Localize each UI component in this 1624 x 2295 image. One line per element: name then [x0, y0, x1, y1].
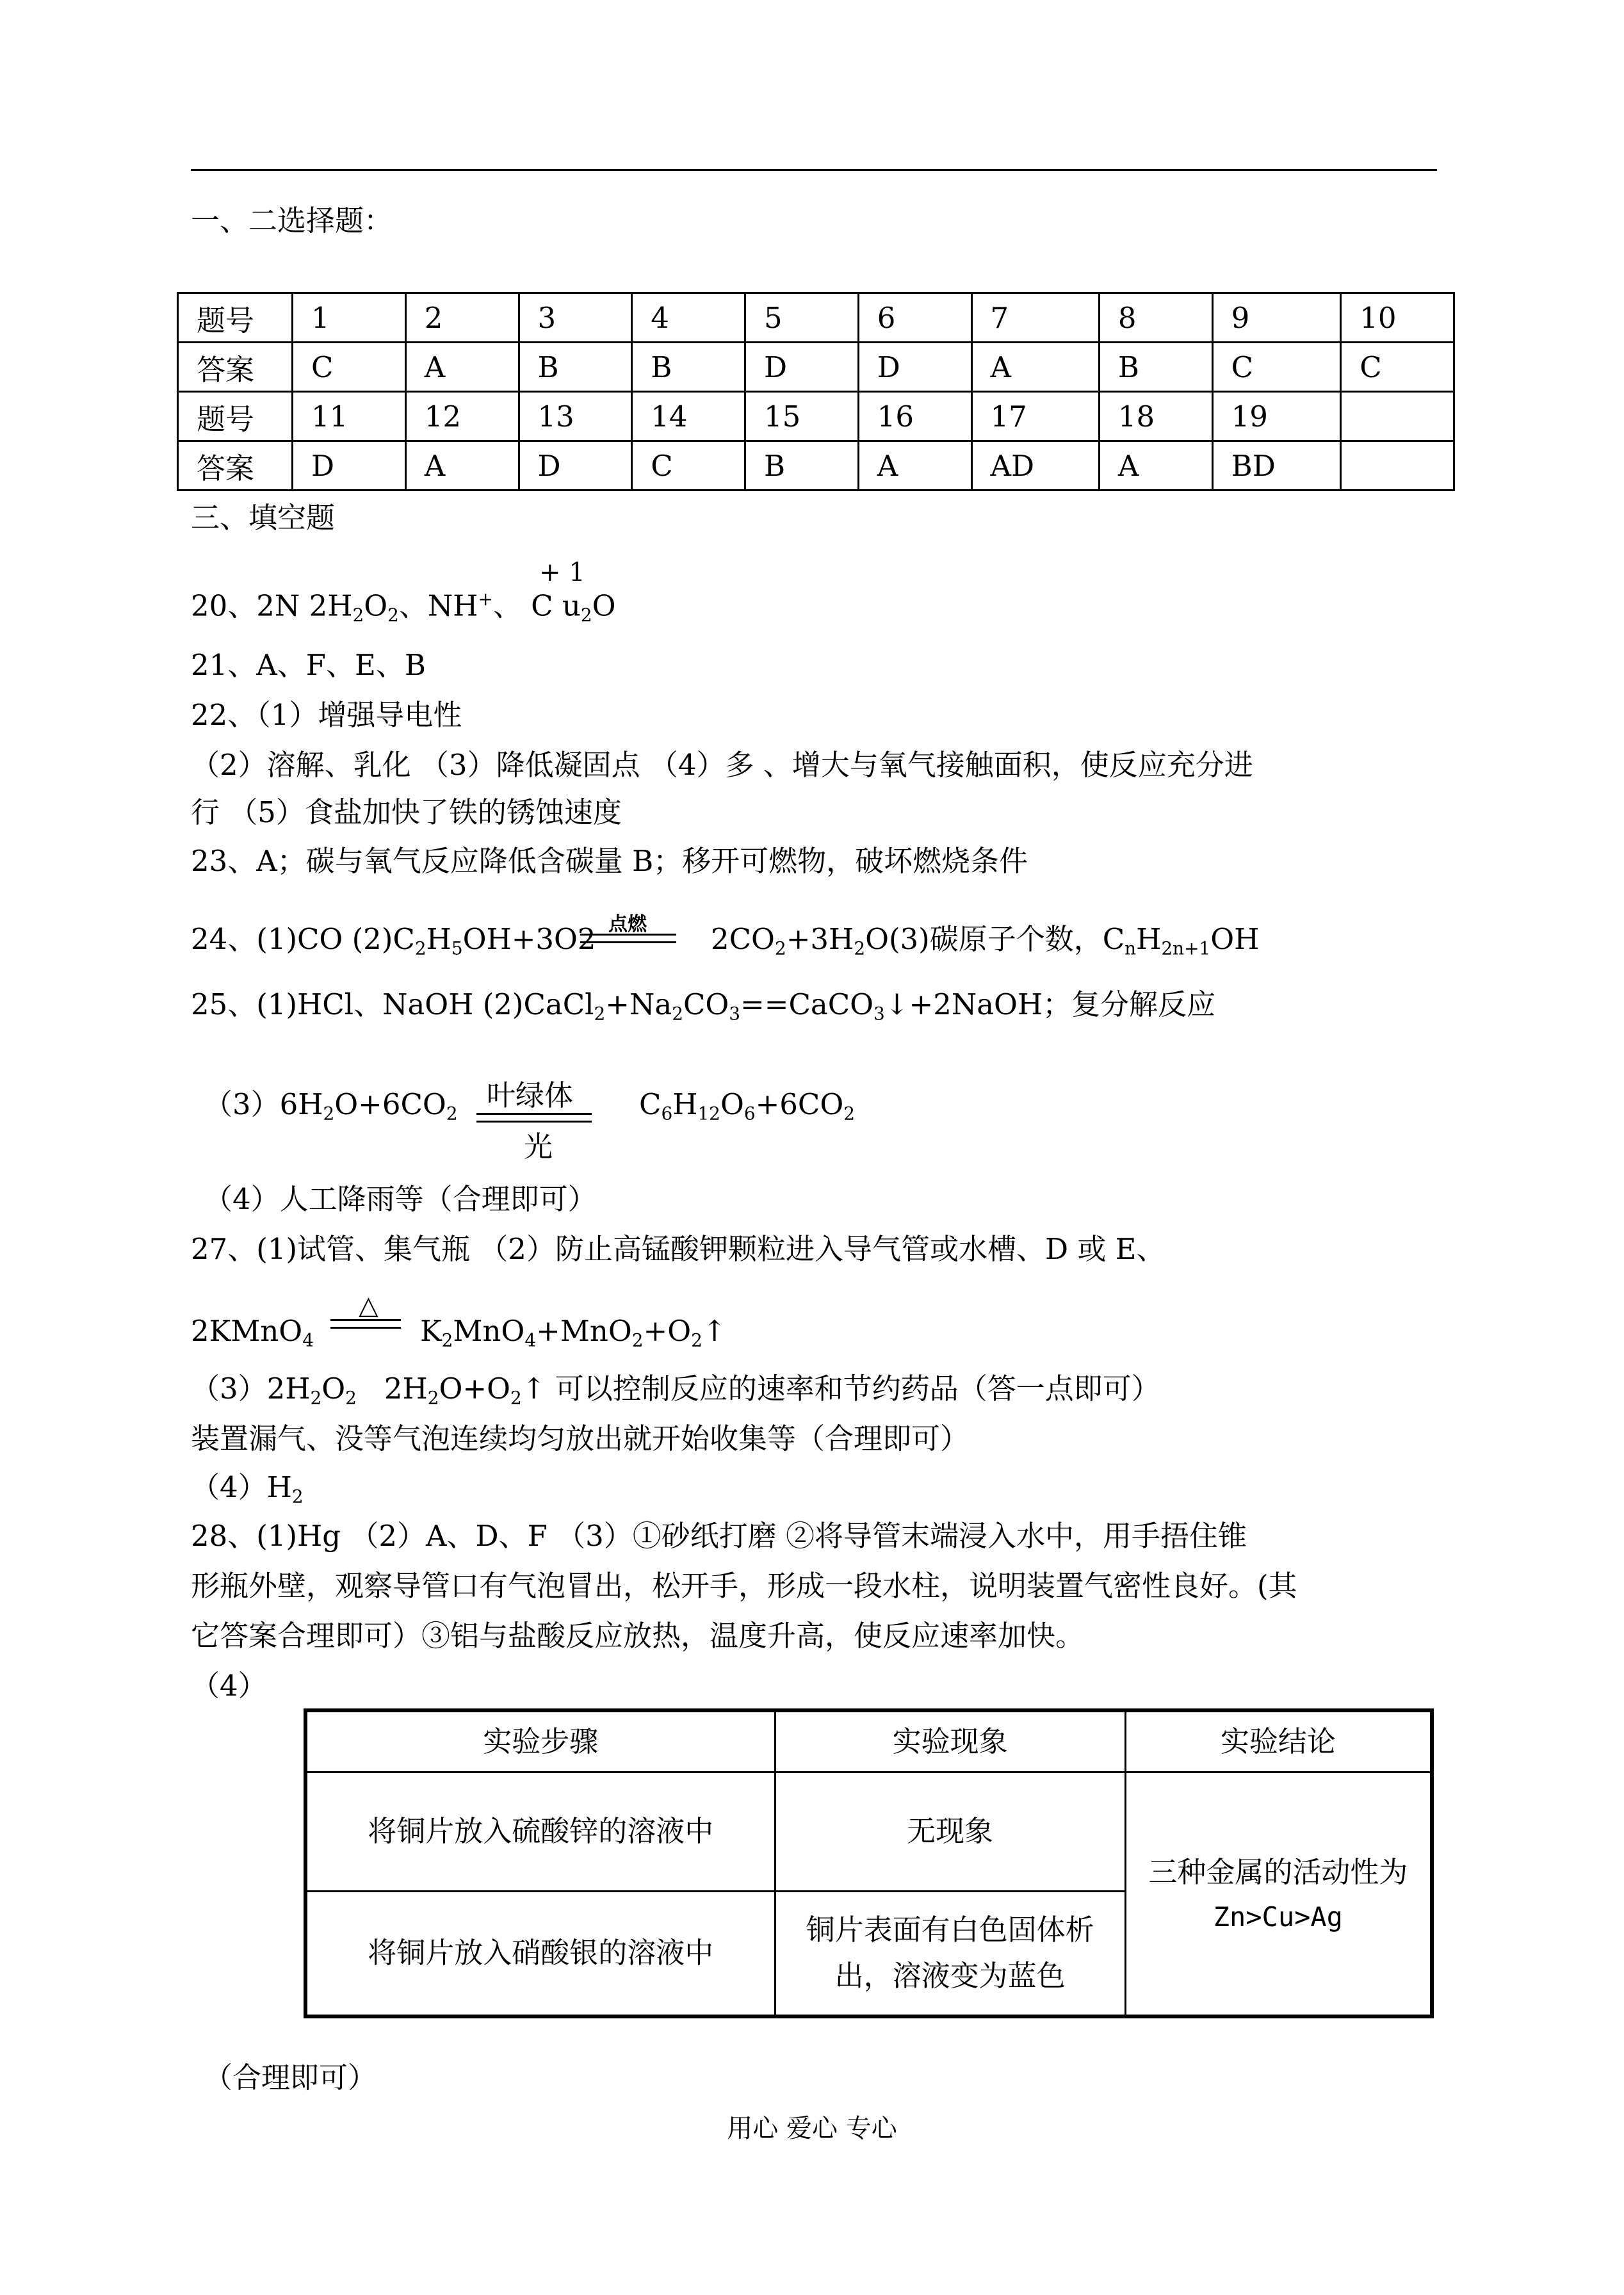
q27-equal-bottom	[330, 1327, 401, 1329]
q27-reactant: 2KMnO$_4$	[191, 1314, 314, 1351]
choice-heading: 一、二选择题：	[191, 204, 393, 238]
exp-row2-step: 将铜片放入硝酸银的溶液中	[305, 1891, 775, 2016]
choice-cell: 7	[971, 293, 1099, 343]
choice-cell: A	[405, 343, 519, 392]
choice-cell: 19	[1212, 392, 1341, 441]
q27-line-4: 装置漏气、没等气泡连续均匀放出就开始收集等（合理即可）	[191, 1422, 970, 1456]
q24-products: $2CO_2+3H_2O(3)$碳原子个数，$C_nH_{2n+1}OH$	[711, 922, 1260, 959]
choice-cell: D	[745, 343, 859, 392]
q27-condition: △	[359, 1291, 378, 1320]
choice-cell: 12	[405, 392, 519, 441]
choice-cell: 6	[858, 293, 971, 343]
choice-cell: A	[1099, 441, 1212, 491]
q27-line-3: $(3)2H_2O_2$ $2H_2O+O_2↑$ 可以控制反应的速率和节约药品（答一点即可）	[191, 1372, 1160, 1409]
q25-products: $C_6H_{12}O_6+6CO_2$	[639, 1087, 856, 1124]
fill-heading: 三、填空题	[191, 501, 336, 535]
choice-cell: 3	[519, 293, 632, 343]
q24-reactants: 24、(1)CO $(2)C_2H_5OH+3O2$	[191, 922, 596, 959]
q20-valence: + 1	[539, 558, 585, 587]
q28-line-3: 它答案合理即可）③铝与盐酸反应放热，温度升高，使反应速率加快。	[191, 1619, 1085, 1653]
choice-table-row	[178, 441, 1454, 491]
header-rule	[191, 169, 1437, 171]
choice-answer-table	[177, 292, 1455, 491]
exp-header-conclusion: 实验结论	[1125, 1710, 1432, 1772]
choice-cell: C	[293, 343, 406, 392]
choice-cell: D	[858, 343, 971, 392]
page-footer: 用心 爱心 专心	[727, 2114, 897, 2143]
q24-equal-bottom	[580, 941, 676, 943]
exp-header-step: 实验步骤	[305, 1710, 775, 1772]
choice-cell: B	[745, 441, 859, 491]
choice-cell	[1341, 392, 1454, 441]
choice-cell: 13	[519, 392, 632, 441]
q22-line-1: 22、（1）增强导电性	[191, 698, 462, 732]
choice-cell: A	[405, 441, 519, 491]
choice-cell: 10	[1341, 293, 1454, 343]
choice-cell: 1	[293, 293, 406, 343]
q28-line-1: 28、(1)Hg （2）A、D、F （3）①砂纸打磨 ②将导管末端浸入水中，用手捂住锥	[191, 1519, 1247, 1553]
q25-equal-top	[476, 1113, 592, 1115]
experiment-table	[304, 1708, 1434, 2018]
q28-line-4: （4）	[191, 1669, 267, 1703]
exp-conclusion-line-2: Zn>Cu>Ag	[1213, 1901, 1343, 1933]
exp-row1-phenomenon: 无现象	[775, 1772, 1125, 1891]
choice-cell: 8	[1099, 293, 1212, 343]
q23-line: 23、A；碳与氧气反应降低含碳量 B；移开可燃物，破坏燃烧条件	[191, 844, 1028, 878]
q22-line-3: 行 （5）食盐加快了铁的锈蚀速度	[191, 795, 622, 829]
q22-line-2: （2）溶解、乳化 （3）降低凝固点 （4）多 、增大与氧气接触面积，使反应充分进	[191, 748, 1253, 782]
choice-cell: C	[1341, 343, 1454, 392]
exp-conclusion-line-1: 三种金属的活动性为	[1148, 1854, 1408, 1889]
choice-cell: 4	[632, 293, 745, 343]
exp-header-phenomenon: 实验现象	[775, 1710, 1125, 1772]
choice-cell: AD	[971, 441, 1099, 491]
choice-cell: 11	[293, 392, 406, 441]
choice-cell: C	[1212, 343, 1341, 392]
choice-table-row	[178, 392, 1454, 441]
closing-note: （合理即可）	[204, 2061, 377, 2095]
q27-products: $K_2MnO_4+MnO_2+O_2↑$	[420, 1314, 727, 1351]
choice-cell: 14	[632, 392, 745, 441]
choice-cell: 2	[405, 293, 519, 343]
q25-condition-top: 叶绿体	[487, 1078, 574, 1112]
exp-row2-phenomenon	[775, 1891, 1125, 2016]
choice-row-label: 题号	[178, 392, 293, 441]
choice-row-label: 答案	[178, 441, 293, 491]
choice-cell: B	[519, 343, 632, 392]
choice-cell	[1341, 441, 1454, 491]
q27-line-1: 27、(1)试管、集气瓶 （2）防止高锰酸钾颗粒进入导气管或水槽、D 或 E、	[191, 1232, 1165, 1266]
choice-cell: 9	[1212, 293, 1341, 343]
q25-line-4: （4）人工降雨等（合理即可）	[204, 1182, 597, 1216]
q20-line: 20、2N $2H_2O_2$、NH+、 C $u_2O$	[191, 588, 616, 626]
choice-cell: D	[519, 441, 632, 491]
q21-line: 21、A、F、E、B	[191, 648, 426, 682]
choice-cell: B	[1099, 343, 1212, 392]
exp-conclusion	[1125, 1772, 1432, 2016]
exp-row1-step: 将铜片放入硫酸锌的溶液中	[305, 1772, 775, 1891]
choice-row-label: 答案	[178, 343, 293, 392]
exp-row2-phenomenon-line-2: 出，溶液变为蓝色	[834, 1959, 1066, 1993]
exp-row2-phenomenon-line-1: 铜片表面有白色固体析	[806, 1913, 1094, 1947]
choice-cell: B	[632, 343, 745, 392]
choice-table-row	[178, 343, 1454, 392]
q24-equal-top	[580, 934, 676, 936]
choice-cell: 18	[1099, 392, 1212, 441]
q25-equal-bottom	[476, 1121, 592, 1123]
choice-cell: 16	[858, 392, 971, 441]
choice-cell: C	[632, 441, 745, 491]
choice-row-label: 题号	[178, 293, 293, 343]
choice-cell: D	[293, 441, 406, 491]
choice-cell: A	[858, 441, 971, 491]
q28-line-2: 形瓶外壁，观察导管口有气泡冒出，松开手，形成一段水柱，说明装置气密性良好。(其	[191, 1569, 1297, 1603]
choice-cell: 17	[971, 392, 1099, 441]
q24-condition: 点燃	[608, 913, 647, 936]
choice-cell: BD	[1212, 441, 1341, 491]
q27-line-5: $(4)H_2$	[191, 1470, 304, 1507]
q25-reactants: $(3)6H_2O+6CO_2$	[204, 1087, 458, 1124]
choice-cell: 15	[745, 392, 859, 441]
q25-line-1: 25、(1)HCl、NaOH $(2)CaCl_2+Na_2CO_3==CaCO_3↓+2NaOH$；复分解反应	[191, 987, 1216, 1025]
choice-cell: 5	[745, 293, 859, 343]
q25-condition-bottom: 光	[524, 1130, 553, 1164]
q27-equal-top	[330, 1319, 401, 1321]
choice-table-row	[178, 293, 1454, 343]
choice-cell: A	[971, 343, 1099, 392]
